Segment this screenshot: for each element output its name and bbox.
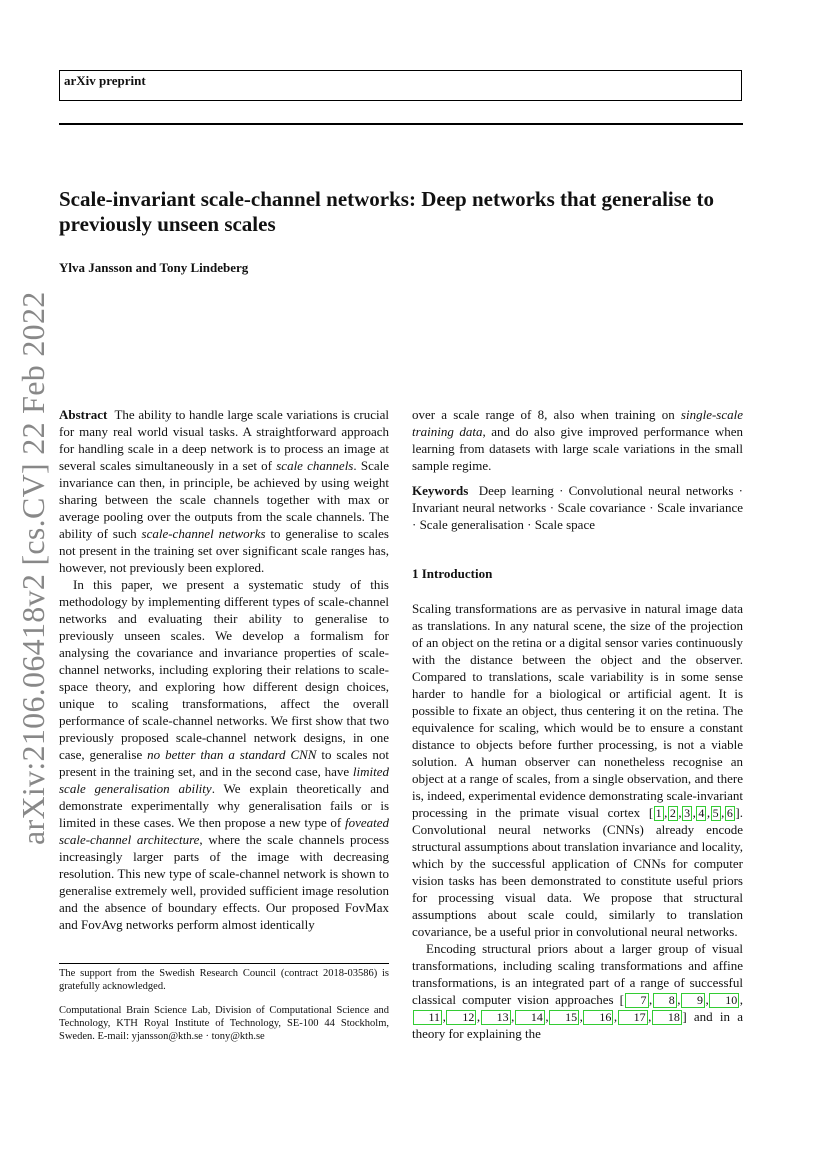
- intro-p2: Encoding structural priors about a larger group of visual transformations, including scaling transformations and affine transformations, is an integrated part of a range of successful classical computer vision approaches [ 7 , 8 , 9 , 10 ,11 , 12 , 13 , 14 , 15 , 16 , 17 , 18 ] and in a theory for explaining the: [412, 941, 743, 1041]
- footnote-rule: [59, 963, 389, 964]
- left-column: [59, 406, 389, 933]
- preprint-header: arXiv preprint: [59, 70, 742, 101]
- citation-link-14[interactable]: 14: [515, 1010, 545, 1025]
- citation-link-7[interactable]: 7: [625, 993, 649, 1008]
- citation-link-10[interactable]: 10: [709, 993, 739, 1008]
- footnote-affiliation: Computational Brain Science Lab, Division of Computational Science and Technology, KTH Royal Institute of Technology, SE-100 44 Stockholm, Sweden. E-mail: yjansson@kth.se · tony@kth.se: [59, 1005, 389, 1042]
- citation-link-15[interactable]: 15: [549, 1010, 579, 1025]
- citation-link-2[interactable]: 2: [669, 806, 676, 820]
- citation-link-8[interactable]: 8: [653, 993, 677, 1008]
- arxiv-stamp: arXiv:2106.06418v2 [cs.CV] 22 Feb 2022: [15, 291, 51, 845]
- citation-link-5[interactable]: 5: [712, 806, 719, 820]
- keywords: Keywords Deep learning · Convolutional neural networks · Invariant neural networks · Scale covariance · Scale invariance · Scale generalisation · Scale space: [412, 483, 743, 532]
- abstract-continued: over a scale range of 8, also when training on single-scale training data, and do also give improved performance when learning from datasets with large scale variations in the small sample regime.: [412, 407, 743, 473]
- keywords-heading: Keywords: [412, 483, 469, 498]
- right-column: [412, 406, 743, 1042]
- citation-link-17[interactable]: 17: [618, 1010, 648, 1025]
- citation-link-9[interactable]: 9: [681, 993, 705, 1008]
- citation-link-4[interactable]: 4: [698, 806, 705, 820]
- intro-p1: Scaling transformations are as pervasive in natural image data as translations. In any natural scene, the size of the projection of an object on the retina or a digital sensor varies continuously with the distance between the object and the observer. Compared to translations, scale variability is in some sense harder to handle for a biological or artificial agent. It is possible to fixate an object, thus centering it on the retina. The equivalence for scaling, which would be to ensure a constant distance to objects before further processing, is not a viable solution. A human observer can nonetheless recognise an object at a range of scales, from a single observation, and there is, indeed, experimental evidence demonstrating scale-invariant processing in the primate visual cortex [ 1 , 2 , 3 , 4 , 5 , 6 ]. Convolutional neural networks (CNNs) already encode structural assumptions about translation invariance and locality, which by the successful application of CNNs for computer vision tasks has been demonstrated to constitute useful priors for processing visual data. We propose that structural assumptions about scale could, similarly to translation covariance, be a useful prior in convolutional neural networks.: [412, 601, 744, 939]
- paper-title: Scale-invariant scale-channel networks: Deep networks that generalise to previously unseen scales: [59, 187, 714, 236]
- citation-link-11[interactable]: 11: [413, 1010, 443, 1025]
- footnote-support: The support from the Swedish Research Council (contract 2018-03586) is gratefully acknowledged.: [59, 968, 389, 992]
- header-rule: [59, 123, 743, 125]
- abstract-heading: Abstract: [59, 407, 108, 422]
- citation-link-12[interactable]: 12: [446, 1010, 476, 1025]
- citation-group: [ 7 , 8 , 9 , 10 ,11 , 12 , 13 , 14 , 15 , 16 , 17 , 18 ]: [412, 992, 743, 1024]
- citation-link-16[interactable]: 16: [583, 1010, 613, 1025]
- citation-link-13[interactable]: 13: [481, 1010, 511, 1025]
- abstract-p1: Abstract The ability to handle large scale variations is crucial for many real world visual tasks. A straightforward approach for handling scale in a deep network is to process an image at several scales simultaneously in a set of scale channels. Scale invariance can then, in principle, be achieved by using weight sharing between the scale channels together with max or average pooling over the outputs from the scale channels. The ability of such scale-channel networks to generalise to scales not present in the training set over significant scale ranges has, however, not previously been explored.: [59, 407, 390, 575]
- paper-authors: Ylva Jansson and Tony Lindeberg: [59, 260, 249, 275]
- abstract-p2: In this paper, we present a systematic study of this methodology by implementing different types of scale-channel networks and evaluating their ability to generalise to previously unseen scales. We develop a formalism for analysing the covariance and invariance properties of scale-channel networks, including exploring their relations to scale-space theory, and exploring how different design choices, unique to scaling transformations, affect the overall performance of scale-channel networks. We first show that two previously proposed scale-channel network designs, in one case, generalise no better than a standard CNN to scales not present in the training set, and in the second case, have limited scale generalisation ability. We explain theoretically and demonstrate experimentally why generalisation fails or is limited in these cases. We then propose a new type of foveated scale-channel architecture, where the scale channels process increasingly larger parts of the image with decreasing resolution. This new type of scale-channel network is shown to generalise extremely well, provided sufficient image resolution and the absence of boundary effects. Our proposed FovMax and FovAvg networks perform almost identically: [59, 577, 390, 932]
- citation-link-6[interactable]: 6: [726, 806, 733, 820]
- citation-link-3[interactable]: 3: [684, 806, 691, 820]
- citation-link-1[interactable]: 1: [655, 806, 662, 820]
- section-heading-introduction: 1 Introduction: [412, 566, 493, 581]
- citation-group: [ 1 , 2 , 3 , 4 , 5 , 6 ]: [648, 805, 740, 820]
- citation-link-18[interactable]: 18: [652, 1010, 682, 1025]
